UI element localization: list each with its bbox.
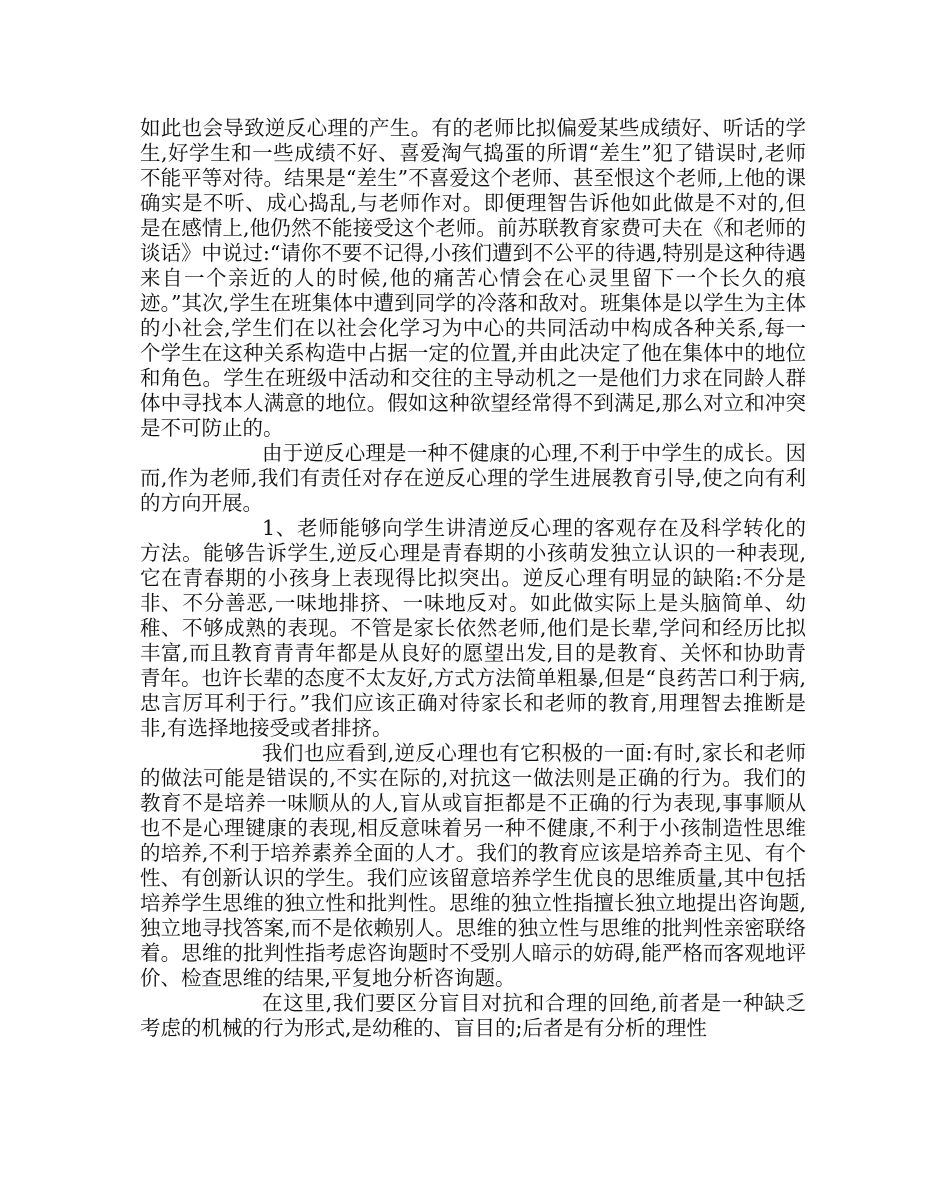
paragraph-5: 在这里,我们要区分盲目对抗和合理的回绝,前者是一种缺乏考虑的机械的行为形式,是幼稚的、盲目的;后者是有分析的理性 [140,991,806,1040]
paragraph-2: 由于逆反心理是一种不健康的心理,不利于中学生的成长。因而,作为老师,我们有责任对存在逆反心理的学生进展教育引导,使之向有利的方向开展。 [140,441,806,515]
paragraph-1: 如此也会导致逆反心理的产生。有的老师比拟偏爱某些成绩好、听话的学生,好学生和一些成绩不好、喜爱淘气捣蛋的所谓“差生”犯了错误时,老师不能平等对待。结果是“差生”不喜爱这个老师、甚至恨这个老师,上他的课确实是不听、成心捣乱,与老师作对。即便理智告诉他如此做是不对的,但是在感情上,他仍然不能接受这个老师。前苏联教育家费可夫在《和老师的谈话》中说过:“请你不要不记得,小孩们遭到不公平的待遇,特别是这种待遇来自一个亲近的人的时候,他的痛苦心情会在心灵里留下一个长久的痕迹。”其次,学生在班集体中遭到同学的冷落和敌对。班集体是以学生为主体的小社会,学生们在以社会化学习为中心的共同活动中构成各种关系,每一个学生在这种关系构造中占据一定的位置,并由此决定了他在集体中的地位和角色。学生在班级中活动和交往的主导动机之一是他们力求在同龄人群体中寻找本人满意的地位。假如这种欲望经常得不到满足,那么对立和冲突是不可防止的。 [140,116,806,440]
paragraph-4: 我们也应看到,逆反心理也有它积极的一面:有时,家长和老师的做法可能是错误的,不实在际的,对抗这一做法则是正确的行为。我们的教育不是培养一味顺从的人,盲从或盲拒都是不正确的行为表现,事事顺从也不是心理键康的表现,相反意味着另一种不健康,不利于小孩制造性思维的培养,不利于培养素养全面的人才。我们的教育应该是培养奇主见、有个性、有创新认识的学生。我们应该留意培养学生优良的思维质量,其中包括培养学生思维的独立性和批判性。思维的独立性指擅长独立地提出咨询题,独立地寻找答案,而不是依赖别人。思维的独立性与思维的批判性亲密联络着。思维的批判性指考虑咨询题时不受别人暗示的妨碍,能严格而客观地评价、检查思维的结果,平复地分析咨询题。 [140,741,806,990]
paragraph-3: 1、老师能够向学生讲清逆反心理的客观存在及科学转化的方法。能够告诉学生,逆反心理是青春期的小孩萌发独立认识的一种表现,它在青春期的小孩身上表现得比拟突出。逆反心理有明显的缺陷:不分是非、不分善恶,一味地排挤、一味地反对。如此做实际上是头脑简单、幼稚、不够成熟的表现。不管是家长依然老师,他们是长辈,学问和经历比拟丰富,而且教育青青年都是从良好的愿望出发,目的是教育、关怀和协助青青年。也许长辈的态度不太友好,方式方法简单粗暴,但是“良药苦口利于病,忠言厉耳利于行。”我们应该正确对待家长和老师的教育,用理智去推断是非,有选择地接受或者排挤。 [140,516,806,740]
document-body [140,116,806,1041]
